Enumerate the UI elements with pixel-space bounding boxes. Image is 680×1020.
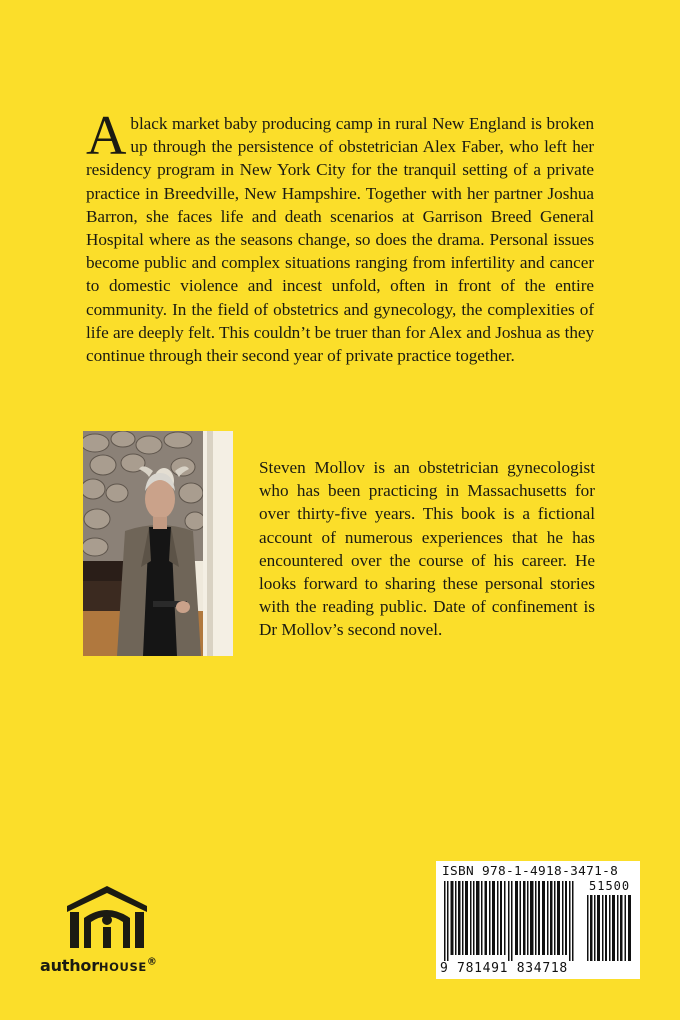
isbn-barcode xyxy=(436,861,640,979)
ean-barcode-bars xyxy=(444,881,584,961)
addon-barcode-bars xyxy=(587,895,635,961)
author-bio: Steven Mollov is an obstetrician gynecologist who has been practicing in Massachusetts for over thirty-five years. This book is a fictional account of numerous experiences that he has encountered over the course of his career. He looks forward to sharing these personal stories with the reading public. Date of confinement is Dr Mollov’s second novel. xyxy=(259,458,595,640)
blurb-text: black market baby producing camp in rural New England is broken up through the persistence of obstetrician Alex Faber, who left her residency program in New York City for the tranquil setting of a private practice in Breedville, New Hampshire. Together with her partner Joshua Barron, she faces life and death scenarios at Garrison Breed General Hospital where as the seasons change, so does the drama. Personal issues become public and complex situations ranging from infertility and cancer to domestic violence and incest unfold, often in front of the entire community. In the field of obstetrics and gynecology, the complexities of life are deeply felt. This couldn’t be truer than for Alex and Joshua as they continue through their second year of private practice together. xyxy=(86,114,594,366)
publisher-name-author: author xyxy=(40,956,99,975)
price-code: 51500 xyxy=(589,879,631,893)
registered-mark: ® xyxy=(146,956,157,968)
ean-digits: 9 781491 834718 xyxy=(440,961,568,976)
back-cover-blurb xyxy=(86,105,594,367)
authorhouse-logo-icon xyxy=(62,884,152,950)
publisher-logo xyxy=(40,884,190,984)
publisher-name-house: HOUSE xyxy=(98,960,147,974)
drop-cap: A xyxy=(86,105,127,167)
publisher-name xyxy=(40,956,200,975)
author-photo xyxy=(83,431,233,656)
isbn-label: ISBN 978-1-4918-3471-8 xyxy=(442,864,619,879)
